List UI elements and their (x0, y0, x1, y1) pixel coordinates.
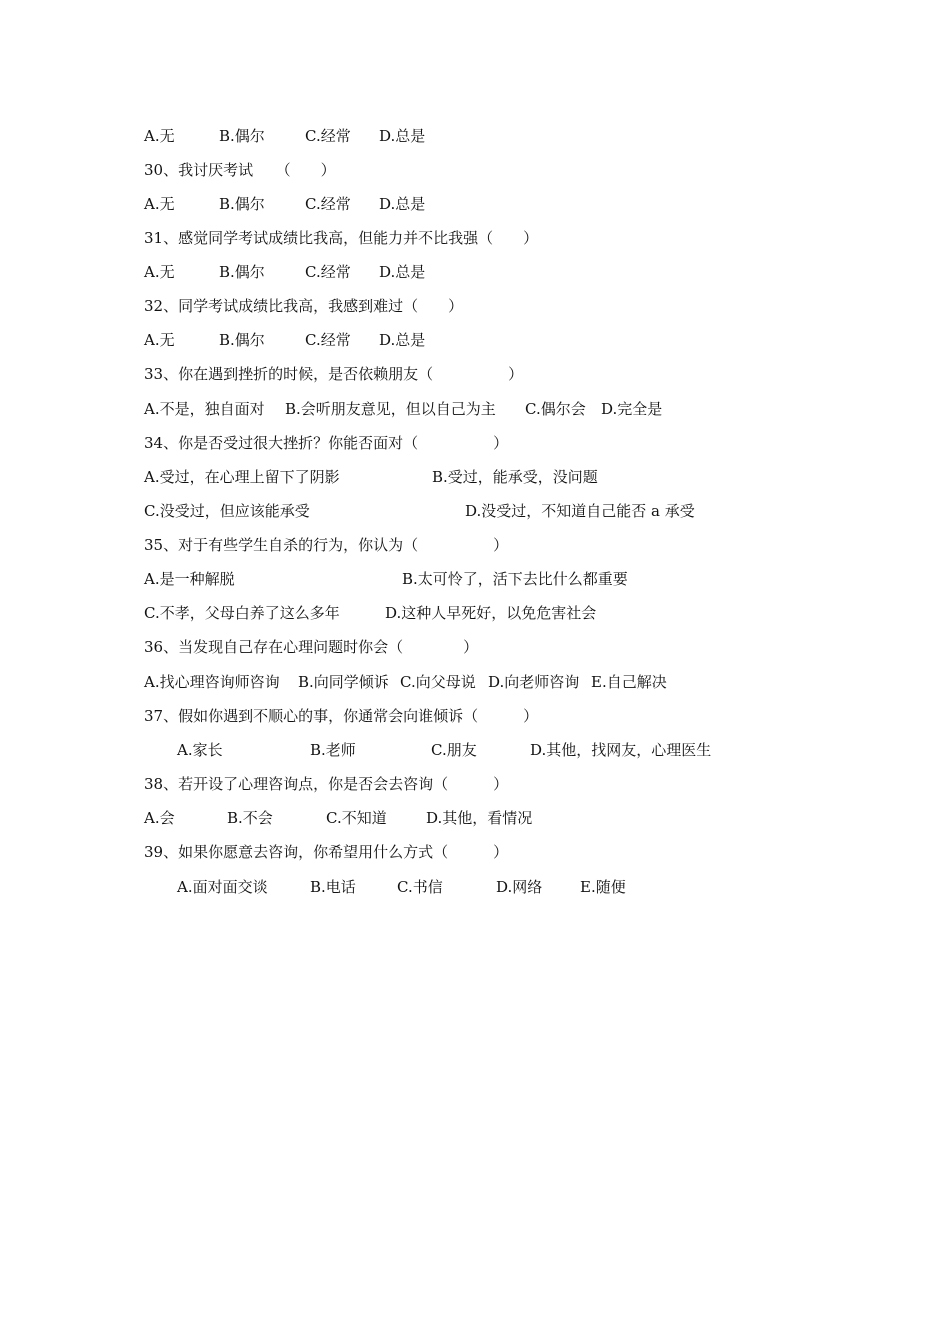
q38-option-d: D.其他，看情况 (426, 809, 533, 827)
q39-option-e: E.随便 (580, 878, 626, 896)
q34-question: 34、你是否受过很大挫折？你能否面对（ ） (144, 434, 509, 452)
q39-question: 39、如果你愿意去咨询，你希望用什么方式（ ） (144, 843, 509, 861)
q31-option-d: D.总是 (379, 263, 426, 281)
q31-question: 31、感觉同学考试成绩比我高，但能力并不比我强（ ） (144, 229, 539, 247)
q33-option-b: B.会听朋友意见，但以自己为主 (285, 400, 496, 418)
q37-option-c: C.朋友 (431, 741, 477, 759)
q30-option-b: B.偶尔 (219, 195, 265, 213)
q33-option-d: D.完全是 (601, 400, 663, 418)
q34-option-b: B.受过，能承受，没问题 (432, 468, 598, 486)
q33-option-a: A.不是，独自面对 (144, 400, 265, 418)
q35-option-c: C.不孝，父母白养了这么多年 (144, 604, 340, 622)
q31-option-a: A.无 (144, 263, 175, 281)
q38-option-a: A.会 (144, 809, 175, 827)
q30-option-c: C.经常 (305, 195, 351, 213)
q36-option-b: B.向同学倾诉 (298, 673, 389, 691)
q32-option-d: D.总是 (379, 331, 426, 349)
q35-option-a: A.是一种解脱 (144, 570, 235, 588)
q33-question: 33、你在遇到挫折的时候，是否依赖朋友（ ） (144, 365, 524, 383)
q38-option-b: B.不会 (227, 809, 273, 827)
q34-option-d: D.没受过，不知道自己能否 a 承受 (465, 502, 695, 520)
q37-question: 37、假如你遇到不顺心的事，你通常会向谁倾诉（ ） (144, 707, 539, 725)
q32-question: 32、同学考试成绩比我高，我感到难过（ ） (144, 297, 464, 315)
q37-option-a: A.家长 (177, 741, 223, 759)
q30-option-a: A.无 (144, 195, 175, 213)
q29-option-c: C.经常 (305, 127, 351, 145)
q30-question: 30、我讨厌考试 （ ） (144, 161, 336, 179)
q31-option-c: C.经常 (305, 263, 351, 281)
q35-option-d: D.这种人早死好，以免危害社会 (385, 604, 597, 622)
q34-option-a: A.受过，在心理上留下了阴影 (144, 468, 340, 486)
q36-option-e: E.自己解决 (591, 673, 667, 691)
q31-option-b: B.偶尔 (219, 263, 265, 281)
q36-question: 36、当发现自己存在心理问题时你会（ ） (144, 638, 479, 656)
q32-option-a: A.无 (144, 331, 175, 349)
q39-option-d: D.网络 (496, 878, 543, 896)
q32-option-b: B.偶尔 (219, 331, 265, 349)
q36-option-a: A.找心理咨询师咨询 (144, 673, 280, 691)
q39-option-c: C.书信 (397, 878, 443, 896)
q29-option-d: D.总是 (379, 127, 426, 145)
q29-option-a: A.无 (144, 127, 175, 145)
q32-option-c: C.经常 (305, 331, 351, 349)
q35-question: 35、对于有些学生自杀的行为，你认为（ ） (144, 536, 509, 554)
q39-option-b: B.电话 (310, 878, 356, 896)
q36-option-d: D.向老师咨询 (488, 673, 580, 691)
q39-option-a: A.面对面交谈 (177, 878, 268, 896)
q38-option-c: C.不知道 (326, 809, 387, 827)
q38-question: 38、若开设了心理咨询点，你是否会去咨询（ ） (144, 775, 509, 793)
q35-option-b: B.太可怜了，活下去比什么都重要 (402, 570, 628, 588)
q33-option-c: C.偶尔会 (525, 400, 586, 418)
q34-option-c: C.没受过，但应该能承受 (144, 502, 310, 520)
q37-option-d: D.其他，找网友，心理医生 (530, 741, 712, 759)
q29-option-b: B.偶尔 (219, 127, 265, 145)
q37-option-b: B.老师 (310, 741, 356, 759)
q36-option-c: C.向父母说 (400, 673, 476, 691)
q30-option-d: D.总是 (379, 195, 426, 213)
